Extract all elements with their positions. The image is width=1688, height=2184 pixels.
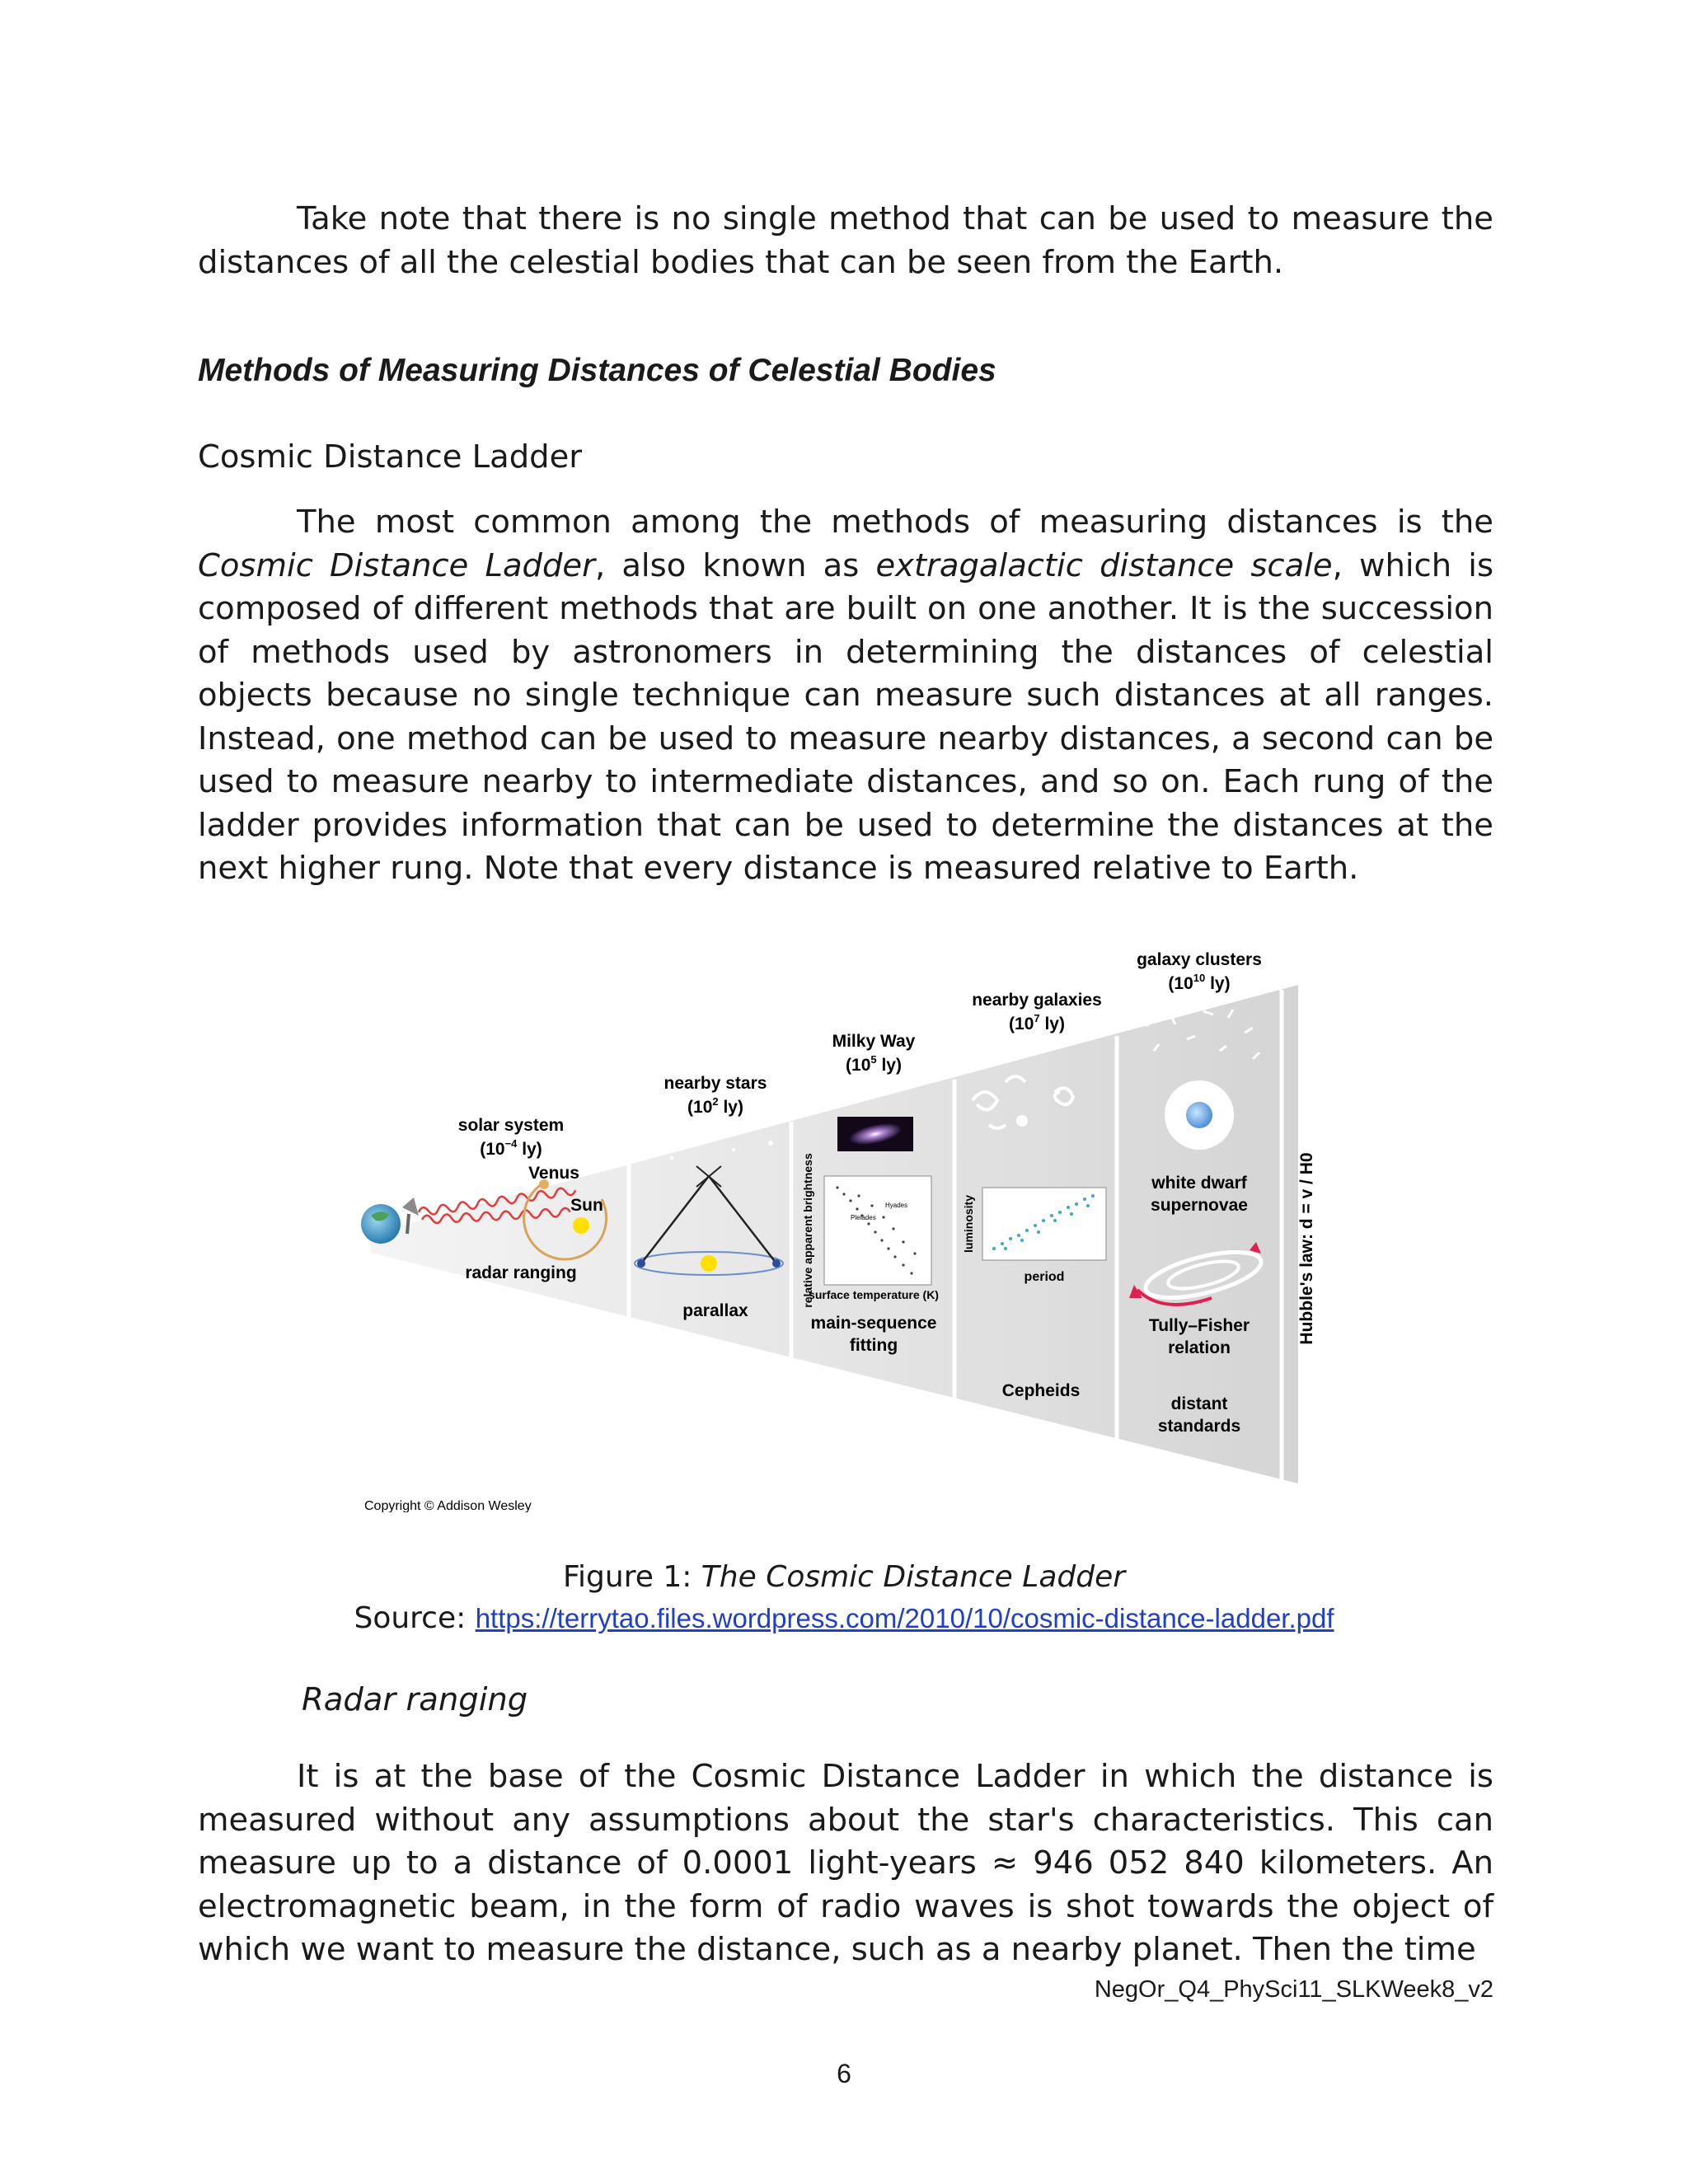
- cepheid-y-axis-label: luminosity: [962, 1194, 975, 1254]
- white-dwarf-icon: [1186, 1102, 1212, 1128]
- subsection-title: Cosmic Distance Ladder: [198, 438, 583, 476]
- parallax-label: parallax: [682, 1301, 748, 1320]
- page-number: 6: [837, 2059, 851, 2088]
- hr-y-axis-label: relative apparent brightness: [801, 1153, 814, 1308]
- radar-ranging-label: radar ranging: [465, 1263, 577, 1282]
- intro-paragraph: Take note that there is no single method that can be used to measure the distances of all the celestial bodies that can be seen from the Earth.: [198, 200, 1493, 281]
- main-sequence-label-2: fitting: [849, 1336, 898, 1355]
- cosmic-distance-ladder-figure: [346, 935, 1319, 1512]
- tully-fisher-label-2: relation: [1168, 1338, 1231, 1357]
- figure-caption: Figure 1: The Cosmic Distance Ladder: [562, 1560, 1126, 1594]
- hr-x-axis-label: surface temperature (K): [809, 1288, 939, 1301]
- col-stars-title: nearby stars: [663, 1074, 767, 1093]
- tully-fisher-label-1: Tully–Fisher: [1148, 1316, 1250, 1335]
- term-extragalactic-scale: extragalactic distance scale: [875, 546, 1333, 584]
- earth-icon: [361, 1204, 401, 1244]
- footer-code: NegOr_Q4_PhySci11_SLKWeek8_v2: [1094, 1976, 1493, 2003]
- figure-copyright: Copyright © Addison Wesley: [364, 1499, 532, 1512]
- sun-label: Sun: [570, 1196, 603, 1215]
- col-galaxies-title: nearby galaxies: [972, 991, 1102, 1010]
- radar-paragraph: It is at the base of the Cosmic Distance Ladder in which the distance is measured without any assumptions about the star's characteristics. This can measure up to a distance of 0.0001 light-years ≈ 946 052 840 kilometers. An electromagnetic beam, in the form of radio waves is shot towards the object of which we want to measure the distance, such as a nearby planet. Then the time: [198, 1758, 1493, 1968]
- white-dwarf-label-2: supernovae: [1151, 1196, 1248, 1215]
- source-link[interactable]: https://terrytao.files.wordpress.com/2010/10/cosmic-distance-ladder.pdf: [475, 1603, 1334, 1633]
- figure-caption-title: The Cosmic Distance Ladder: [701, 1560, 1126, 1594]
- col-clusters-scale: ($10^{10}$ ly): [1168, 972, 1231, 993]
- cepheids-label: Cepheids: [1001, 1381, 1081, 1400]
- hubble-law-label: Hubble's law: d = v / H0: [1297, 1152, 1316, 1345]
- col-milky-scale: ($10^5$ ly): [846, 1053, 902, 1075]
- col-galaxies-scale: ($10^7$ ly): [1009, 1012, 1065, 1033]
- col-stars-scale: ($10^2$ ly): [687, 1095, 743, 1117]
- main-sequence-label-1: main-sequence: [810, 1314, 937, 1333]
- section-heading: Methods of Measuring Distances of Celestial Bodies: [198, 353, 996, 388]
- hr-label-hyades: Hyades: [885, 1202, 908, 1209]
- distant-standards-label-2: standards: [1157, 1417, 1241, 1436]
- white-dwarf-label-1: white dwarf: [1151, 1174, 1247, 1193]
- sun-icon: [573, 1217, 589, 1234]
- col-clusters-title: galaxy clusters: [1137, 950, 1262, 969]
- col-solar-scale: ($10^{-4}$ ly): [480, 1137, 542, 1159]
- radar-ranging-title: Radar ranging: [302, 1681, 528, 1718]
- cepheid-x-axis-label: period: [1024, 1270, 1065, 1284]
- figure-source: Source: https://terrytao.files.wordpress.com/2010/10/cosmic-distance-ladder.pdf: [354, 1601, 1334, 1635]
- col-solar-title: solar system: [457, 1116, 565, 1135]
- col-milky-title: Milky Way: [832, 1032, 916, 1051]
- distant-standards-label-1: distant: [1170, 1394, 1228, 1413]
- hr-diagram-plot: [824, 1176, 931, 1285]
- hr-label-pleiades: Pleiades: [851, 1214, 876, 1221]
- cepheid-plot: [982, 1188, 1106, 1260]
- ladder-paragraph: The most common among the methods of measuring distances is the Cosmic Distance Ladder, also known as extragalactic distance scale, which is composed of different methods that are built on one another. It is the succession of methods used by astronomers in determining the distances of celestial objects because no single technique can measure such distances at all ranges. Instead, one method can be used to measure nearby distances, a second can be used to measure nearby to intermediate distances, and so on. Each rung of the ladder provides information that can be used to determine the distances at the next higher rung. Note that every distance is measured relative to Earth.: [198, 504, 1494, 887]
- term-cosmic-distance-ladder: Cosmic Distance Ladder: [198, 546, 595, 584]
- venus-label: Venus: [528, 1164, 579, 1183]
